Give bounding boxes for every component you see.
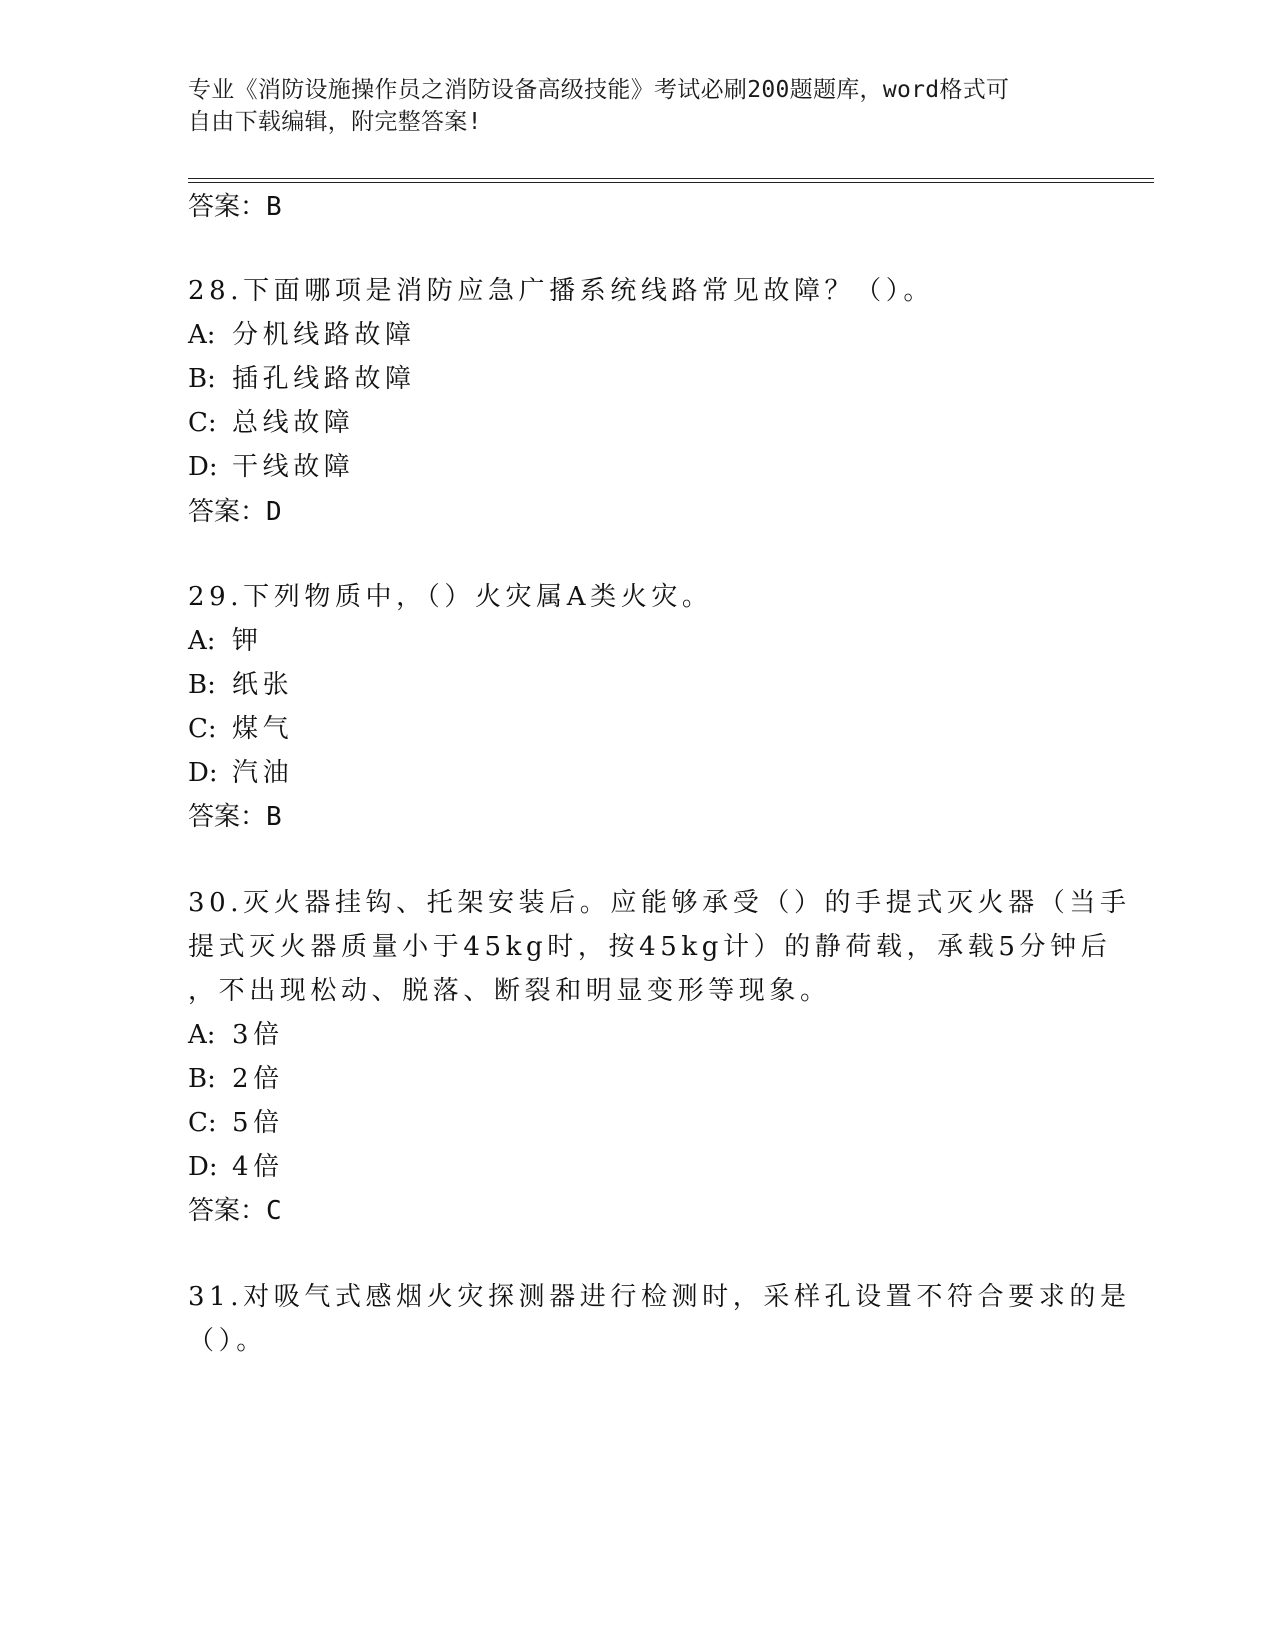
option-label: D: — [188, 452, 218, 482]
option-text: 插孔线路故障 — [232, 364, 416, 394]
option-label: D: — [188, 758, 218, 788]
option-label: C: — [188, 1108, 217, 1138]
answer-previous: 答案：B — [188, 192, 282, 222]
option-label: A: — [188, 1020, 216, 1050]
option-label: B: — [188, 670, 216, 700]
document-header — [188, 74, 1088, 138]
option-label: C: — [188, 714, 217, 744]
option-text: 3倍 — [232, 1020, 284, 1050]
option-text: 4倍 — [232, 1152, 284, 1182]
question-30-answer: 答案：C — [188, 1196, 282, 1226]
question-31-stem-line-2: （）。 — [188, 1326, 267, 1356]
option-text: 总线故障 — [232, 408, 355, 438]
question-28-option-b — [188, 362, 416, 396]
option-text: 5倍 — [232, 1108, 284, 1138]
option-text: 干线故障 — [232, 452, 355, 482]
option-label: B: — [188, 364, 216, 394]
question-29-option-c — [188, 712, 293, 746]
question-28-option-d — [188, 450, 354, 484]
option-text: 钾 — [232, 626, 263, 656]
option-text: 煤气 — [232, 714, 294, 744]
option-text: 纸张 — [232, 670, 294, 700]
header-divider-bottom — [188, 182, 1154, 183]
option-text: 汽油 — [232, 758, 294, 788]
option-text: 分机线路故障 — [232, 320, 416, 350]
question-30-option-b — [188, 1062, 284, 1096]
header-line-2: 自由下载编辑，附完整答案! — [188, 109, 482, 135]
question-29-stem: 29.下列物质中，（）火灾属A类火灾。 — [188, 582, 713, 612]
question-31-stem-line-1: 31.对吸气式感烟火灾探测器进行检测时，采样孔设置不符合要求的是 — [188, 1282, 1131, 1312]
question-30-option-c — [188, 1106, 284, 1140]
header-divider-top — [188, 178, 1154, 179]
question-30-option-d — [188, 1150, 284, 1184]
option-label: B: — [188, 1064, 216, 1094]
question-29-option-a — [188, 624, 263, 658]
question-28-answer: 答案：D — [188, 497, 282, 527]
question-30-stem-line-3: ，不出现松动、脱落、断裂和明显变形等现象。 — [188, 976, 831, 1006]
question-30-stem-line-1: 30.灭火器挂钩、托架安装后。应能够承受（）的手提式灭火器（当手 — [188, 888, 1131, 918]
question-30-option-a — [188, 1018, 284, 1052]
question-29-answer: 答案：B — [188, 802, 282, 832]
header-line-1: 专业《消防设施操作员之消防设备高级技能》考试必刷200题题库，word格式可 — [188, 77, 1010, 103]
option-label: A: — [188, 320, 216, 350]
option-label: D: — [188, 1152, 218, 1182]
question-28-stem: 28.下面哪项是消防应急广播系统线路常见故障？（）。 — [188, 276, 934, 306]
question-28-option-a — [188, 318, 416, 352]
question-29-option-b — [188, 668, 293, 702]
question-29-option-d — [188, 756, 293, 790]
question-28-option-c — [188, 406, 354, 440]
option-label: A: — [188, 626, 216, 656]
option-label: C: — [188, 408, 217, 438]
option-text: 2倍 — [232, 1064, 284, 1094]
question-30-stem-line-2: 提式灭火器质量小于45kg时，按45kg计）的静荷载，承载5分钟后 — [188, 932, 1112, 962]
